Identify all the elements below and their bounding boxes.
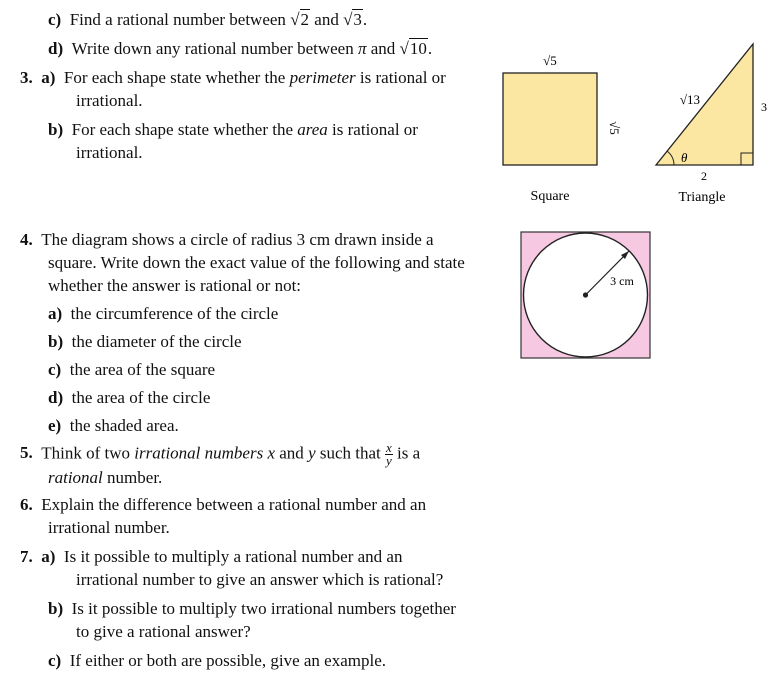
circle-figure [519, 230, 654, 360]
q4-intro-2: square. Write down the exact value of the following and state [48, 253, 465, 272]
q5-and: and [275, 443, 309, 463]
center-dot [583, 292, 588, 297]
q6-text-1: Explain the difference between a rational number and an [41, 495, 427, 514]
q3b-line2: irrational. [76, 143, 143, 162]
q4b-text: the diameter of the circle [71, 332, 242, 351]
q7c-line1 [48, 650, 386, 672]
q4-number: 4. [20, 230, 33, 249]
q3a-text-b: is rational or [355, 68, 446, 87]
q5-line2 [48, 467, 162, 489]
triangle-hyp-label: √13 [679, 92, 701, 107]
q7-number: 7. [20, 547, 33, 566]
q4a-label: a) [48, 304, 63, 323]
q5-y: y [308, 443, 316, 463]
q2d-label: d) [48, 39, 64, 58]
q2d-text-c: . [427, 39, 433, 58]
sqrt2-radical: √2 [290, 10, 310, 29]
q4e-label: e) [48, 416, 62, 435]
q7b-label: b) [48, 599, 64, 618]
q3-number: 3. [20, 68, 33, 87]
triangle-caption: Triangle [678, 190, 726, 205]
q3b-text-a: For each shape state whether the [71, 120, 298, 139]
q2c-text-a: Find a rational number between [69, 10, 291, 29]
q7a-text-1: Is it possible to multiply a rational number and an [63, 547, 403, 566]
pi-symbol: π [357, 39, 367, 58]
q3b-area: area [297, 120, 328, 139]
fraction-numerator: x [386, 440, 392, 455]
q4c-text: the area of the square [69, 360, 216, 379]
q6-line1 [20, 494, 426, 516]
square-shape [503, 73, 597, 165]
q4b-line [48, 331, 242, 353]
q3a-perimeter: perimeter [289, 68, 356, 87]
q3a-text-a: For each shape state whether the [63, 68, 290, 87]
q4-intro-1: The diagram shows a circle of radius 3 cm drawn inside a [41, 230, 434, 249]
square-caption: Square [530, 189, 570, 204]
q5-number: 5. [20, 443, 33, 463]
q4c-line [48, 359, 215, 381]
q4-intro-3: whether the answer is rational or not: [48, 276, 302, 295]
triangle-right-label: 3 [761, 100, 767, 114]
triangle-figure [640, 38, 780, 213]
q5-text-a: Think of two [41, 443, 135, 463]
q3b-line1 [48, 119, 418, 141]
q4a-line [48, 303, 278, 325]
triangle-shape [656, 44, 753, 165]
q2d-text-a: Write down any rational number between [71, 39, 358, 58]
q2d-line [48, 38, 432, 60]
square-top-label: √5 [543, 53, 557, 68]
q5-x: x [267, 443, 276, 463]
q6-line2: irrational number. [48, 518, 170, 537]
q4d-label: d) [48, 388, 64, 407]
q7a-line2: irrational number to give an answer which is rational? [76, 570, 444, 589]
q4b-label: b) [48, 332, 64, 351]
q4c-label: c) [48, 360, 62, 379]
q7c-text-1: If either or both are possible, give an example. [69, 651, 386, 670]
square-figure [495, 50, 622, 215]
q7a-label: a) [41, 547, 56, 566]
q5-irrational-numbers: irrational numbers [134, 443, 264, 463]
triangle-angle-label: θ [681, 150, 688, 165]
q4e-line [48, 415, 179, 437]
x-over-y-fraction [385, 442, 393, 467]
q2d-text-b: and [366, 39, 400, 58]
q5-text-d: is a [392, 443, 421, 463]
radius-label: 3 cm [610, 274, 634, 288]
q2c-line [48, 9, 367, 31]
q2c-label: c) [48, 10, 62, 29]
triangle-base-label: 2 [701, 169, 707, 183]
square-side-label: √5 [607, 121, 622, 135]
q7a-line1 [20, 546, 402, 568]
q4a-text: the circumference of the circle [70, 304, 279, 323]
q4d-text: the area of the circle [71, 388, 211, 407]
q5-line1 [20, 442, 420, 467]
q6-number: 6. [20, 495, 33, 514]
q7b-text-1: Is it possible to multiply two irrational numbers together [71, 599, 456, 618]
q3a-line2: irrational. [76, 91, 143, 110]
q5-text-c: such that [315, 443, 386, 463]
q3b-label: b) [48, 120, 64, 139]
sqrt3-radical: √3 [343, 10, 362, 29]
q2c-text-c: . [362, 10, 368, 29]
q5-number-word: number. [102, 468, 163, 487]
q3b-text-b: is rational or [327, 120, 418, 139]
q7b-line2: to give a rational answer? [76, 622, 251, 641]
q5-rational: rational [48, 468, 103, 487]
q4d-line [48, 387, 210, 409]
q7b-line1 [48, 598, 456, 620]
q3a-line1 [20, 67, 446, 89]
q7c-label: c) [48, 651, 62, 670]
q4e-text: the shaded area. [69, 416, 179, 435]
q2c-text-b: and [310, 10, 344, 29]
q4-line1 [20, 229, 434, 251]
q3a-label: a) [41, 68, 56, 87]
fraction-denominator: y [386, 453, 392, 468]
sqrt10-radical: √10 [399, 39, 427, 58]
